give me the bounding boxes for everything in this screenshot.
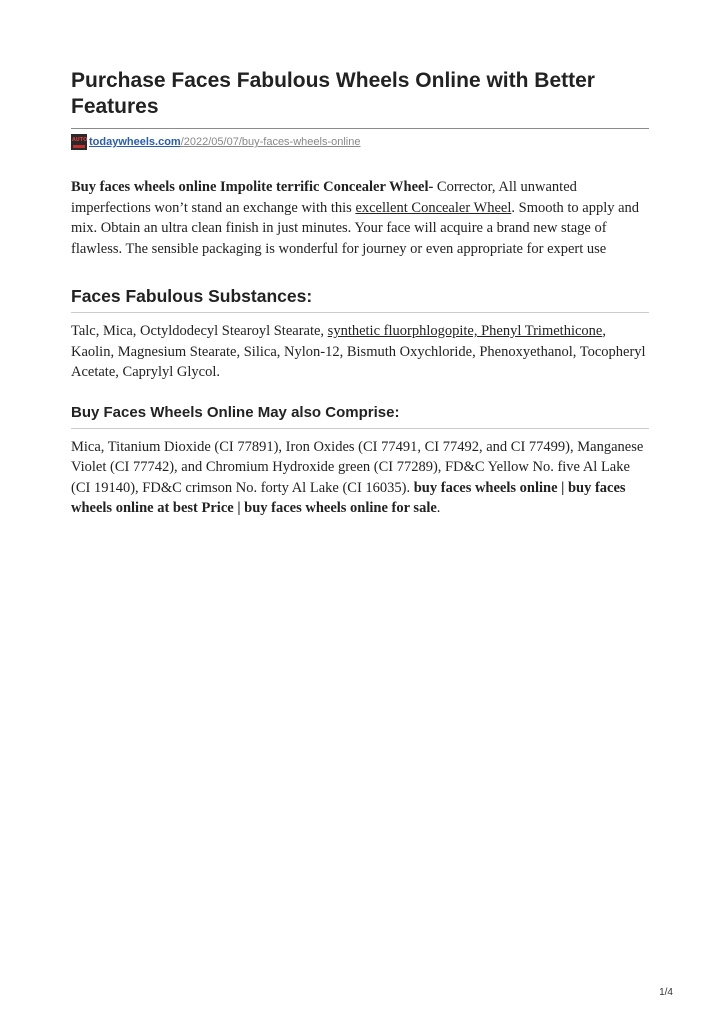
substances-text-1: Talc, Mica, Octyldodecyl Stearoyl Stearate, (71, 323, 328, 339)
intro-text-2: . Smooth to apply and mix. Obtain an ultra clean finish in just minutes. Your face will acquire a brand new stage of flawless. The sensible packaging is wonderful for journey or even appropriate for expert use (71, 199, 640, 257)
comprise-paragraph (71, 437, 649, 519)
site-favicon-icon (71, 134, 87, 150)
section-heading-comprise: Buy Faces Wheels Online May also Comprise: (71, 403, 400, 421)
comprise-bold-keywords: buy faces wheels online | buy faces wheels online at best Price | buy faces wheels online for sale (71, 479, 626, 516)
favicon-label: AUTO (72, 137, 87, 143)
substances-text-2: , Kaolin, Magnesium Stearate, Silica, Nylon-12, Bismuth Oxychloride, Phenoxyethanol, Tocopheryl Acetate, Caprylyl Glycol. (71, 323, 646, 380)
section-divider (71, 312, 649, 313)
substances-paragraph (71, 321, 649, 383)
section-divider (71, 428, 649, 429)
source-domain-link[interactable]: todaywheels.com (89, 136, 181, 148)
intro-bold: Buy faces wheels online Impolite terrific Concealer Wheel- (71, 179, 434, 195)
title-divider (71, 128, 649, 129)
comprise-text-1: Mica, Titanium Dioxide (CI 77891), Iron Oxides (CI 77491, CI 77492, and CI 77499), Manganese Violet (CI 77742), and Chromium Hydroxide green (CI 77289), FD&C Yellow No. five Al Lake (CI 19140), FD&C crimson No. forty Al Lake (CI 16035). (71, 438, 644, 496)
article (71, 0, 649, 519)
source-line (71, 134, 649, 150)
source-path-link[interactable]: /2022/05/07/buy-faces-wheels-online (180, 136, 361, 148)
intro-text-1: Corrector, All unwanted imperfections won’t stand an exchange with this (71, 179, 577, 216)
page-number: 1/4 (659, 987, 673, 998)
comprise-text-2: . (436, 500, 441, 516)
fluorphlogopite-link[interactable]: synthetic fluorphlogopite, Phenyl Trimethicone (327, 323, 603, 339)
concealer-wheel-link[interactable]: excellent Concealer Wheel (355, 199, 512, 216)
intro-paragraph (71, 177, 649, 259)
section-heading-substances: Faces Fabulous Substances: (71, 286, 313, 306)
page-title: Purchase Faces Fabulous Wheels Online with Better Features (71, 69, 595, 118)
